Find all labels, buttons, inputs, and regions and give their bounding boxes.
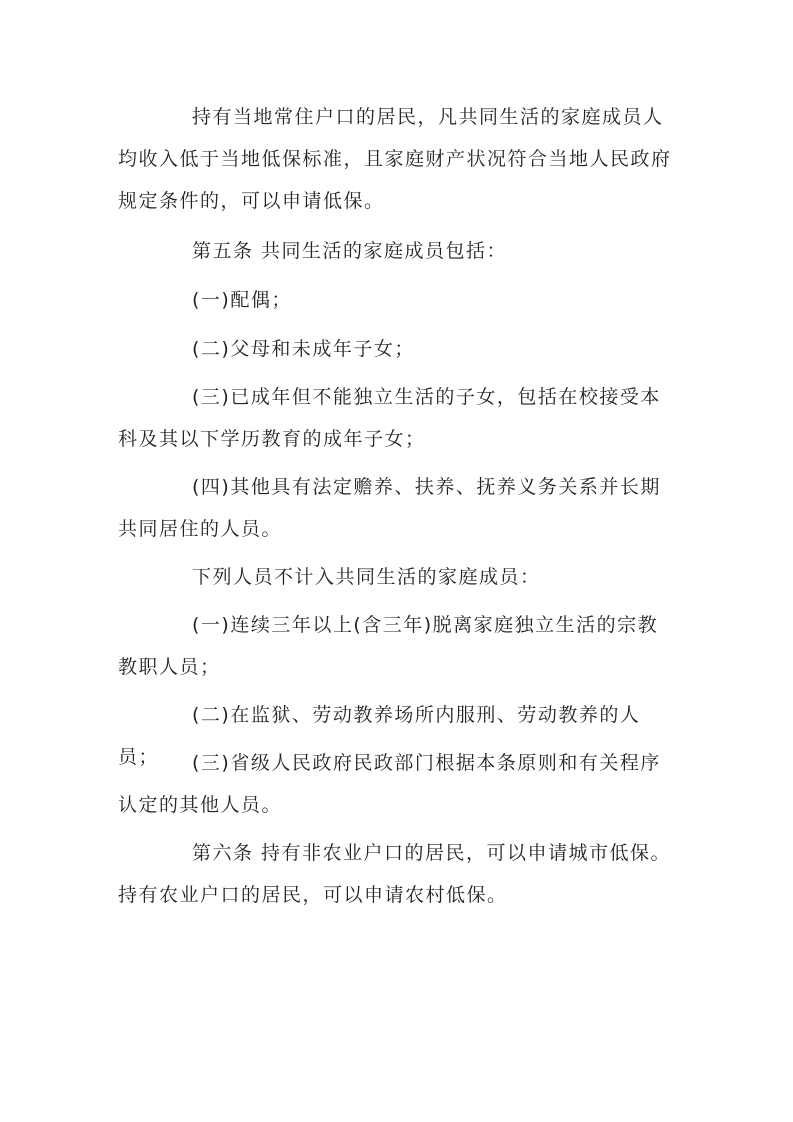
paragraph-exclusion-1 — [118, 604, 678, 688]
text-line: 下列人员不计入共同生活的家庭成员： — [192, 566, 541, 588]
text-line: 第六条 持有非农业户口的居民，可以申请城市低保。 — [192, 842, 672, 864]
paragraph-exclusion-3 — [118, 742, 678, 826]
text-line: (三)省级人民政府民政部门根据本条原则和有关程序 — [192, 752, 661, 774]
paragraph-item-2 — [118, 328, 678, 370]
article-heading: 第五条 共同生活的家庭成员包括： — [192, 240, 508, 262]
paragraph-item-4 — [118, 466, 678, 550]
paragraph-article-6 — [118, 832, 678, 916]
text-line: (二)在监狱、劳动教养场所内服刑、劳动教养的人员； — [118, 704, 641, 768]
text-line: (三)已成年但不能独立生活的子女，包括在校接受本 — [192, 386, 661, 408]
text-line: (一)配偶； — [192, 289, 292, 311]
text-line: 认定的其他人员。 — [118, 794, 283, 816]
text-line: 规定条件的，可以申请低保。 — [118, 190, 385, 212]
paragraph-exclusions-intro — [118, 556, 678, 598]
paragraph-item-3 — [118, 376, 678, 460]
text-line: 科及其以下学历教育的成年子女； — [118, 428, 426, 450]
text-line: 持有农业户口的居民，可以申请农村低保。 — [118, 884, 508, 906]
text-line: (一)连续三年以上(含三年)脱离家庭独立生活的宗教 — [192, 614, 659, 636]
text-line: 均收入低于当地低保标准，且家庭财产状况符合当地人民政府 — [118, 148, 672, 170]
text-line: 教职人员； — [118, 656, 221, 678]
text-line: (四)其他具有法定赡养、扶养、抚养义务关系并长期 — [192, 476, 661, 498]
paragraph-item-1 — [118, 279, 678, 321]
paragraph-article-5 — [118, 230, 678, 272]
text-line: (二)父母和未成年子女； — [192, 338, 415, 360]
text-line: 持有当地常住户口的居民，凡共同生活的家庭成员人 — [192, 106, 664, 128]
text-line: 共同居住的人员。 — [118, 518, 283, 540]
paragraph-eligibility — [118, 96, 678, 222]
